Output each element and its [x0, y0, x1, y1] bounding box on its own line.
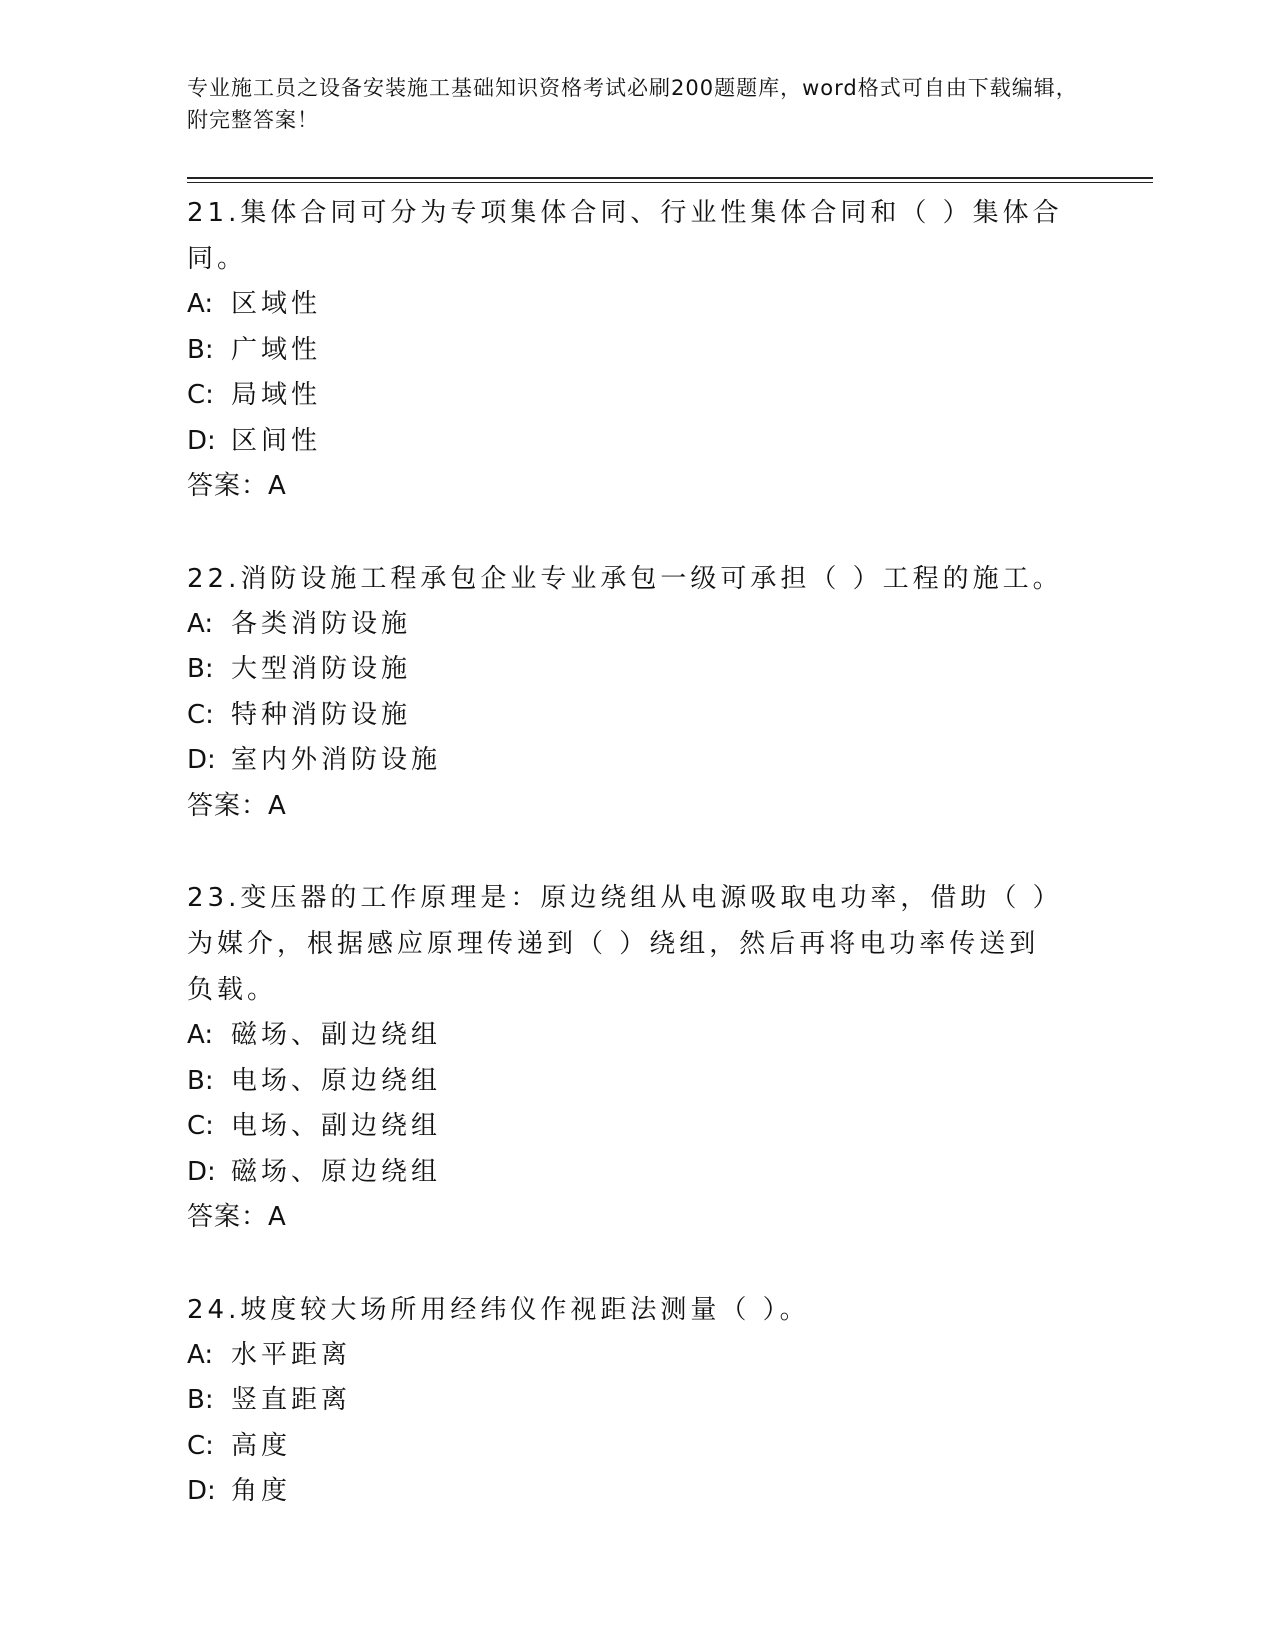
option-a — [187, 602, 1067, 648]
question-number: 23. — [187, 883, 241, 913]
question-list — [187, 190, 1067, 1515]
question-number: 21. — [187, 198, 241, 228]
option-b — [187, 1378, 1067, 1424]
option-key: B: — [187, 334, 214, 365]
question-body: 变压器的工作原理是：原边绕组从电源吸取电功率，借助（ ）为媒介，根据感应原理传递到（ ）绕组，然后再将电功率传送到负载。 — [187, 883, 1063, 1005]
question-text — [187, 875, 1067, 1013]
question-21 — [187, 190, 1067, 510]
option-text: 角度 — [231, 1476, 292, 1506]
question-gap — [187, 510, 1067, 556]
question-22 — [187, 556, 1067, 830]
option-key: A: — [187, 1020, 214, 1050]
option-key: A: — [187, 608, 214, 639]
option-c — [187, 693, 1067, 739]
option-text: 电场、副边绕组 — [231, 1111, 442, 1141]
option-c — [187, 1424, 1067, 1470]
option-d — [187, 1469, 1067, 1515]
question-text — [187, 1287, 1067, 1333]
option-text: 高度 — [231, 1430, 292, 1461]
question-text — [187, 556, 1067, 602]
option-text: 局域性 — [231, 380, 322, 410]
option-text: 磁场、原边绕组 — [231, 1156, 442, 1187]
option-key: C: — [187, 1111, 214, 1141]
option-text: 磁场、副边绕组 — [231, 1020, 442, 1050]
option-text: 特种消防设施 — [231, 699, 412, 730]
option-key: B: — [187, 1385, 214, 1415]
question-24 — [187, 1287, 1067, 1515]
question-gap — [187, 829, 1067, 875]
header-divider-thin — [187, 182, 1153, 183]
question-gap — [187, 1241, 1067, 1287]
option-c — [187, 1104, 1067, 1150]
option-b — [187, 328, 1067, 374]
option-key: A: — [187, 289, 214, 319]
option-a — [187, 1333, 1067, 1379]
option-text: 室内外消防设施 — [231, 745, 442, 775]
question-body: 坡度较大场所用经纬仪作视距法测量（ ）。 — [240, 1294, 810, 1325]
question-number: 22. — [187, 563, 241, 594]
answer-line: 答案：A — [187, 790, 287, 821]
question-number: 24. — [187, 1294, 241, 1325]
document-header: 专业施工员之设备安装施工基础知识资格考试必刷200题题库，word格式可自由下载编辑，附完整答案！ — [187, 76, 1078, 132]
answer-line: 答案：A — [187, 471, 287, 501]
option-key: C: — [187, 699, 214, 730]
option-key: D: — [187, 1156, 216, 1187]
option-text: 电场、原边绕组 — [231, 1065, 442, 1096]
option-d — [187, 419, 1067, 465]
option-a — [187, 282, 1067, 328]
option-d — [187, 738, 1067, 784]
option-d — [187, 1150, 1067, 1196]
option-text: 水平距离 — [231, 1339, 352, 1370]
option-text: 竖直距离 — [231, 1385, 352, 1415]
option-key: C: — [187, 1430, 214, 1461]
option-key: B: — [187, 654, 214, 684]
question-23 — [187, 875, 1067, 1241]
option-a — [187, 1013, 1067, 1059]
option-key: D: — [187, 745, 216, 775]
option-text: 区间性 — [231, 425, 322, 456]
option-b — [187, 1059, 1067, 1105]
option-b — [187, 647, 1067, 693]
option-key: C: — [187, 380, 214, 410]
option-key: D: — [187, 425, 216, 456]
answer-line: 答案：A — [187, 1202, 287, 1232]
option-key: D: — [187, 1476, 216, 1506]
option-text: 区域性 — [231, 289, 322, 319]
option-text: 各类消防设施 — [231, 608, 412, 639]
question-body: 集体合同可分为专项集体合同、行业性集体合同和（ ）集体合同。 — [187, 198, 1063, 274]
option-text: 大型消防设施 — [231, 654, 412, 684]
question-body: 消防设施工程承包企业专业承包一级可承担（ ）工程的施工。 — [240, 563, 1063, 594]
option-text: 广域性 — [231, 334, 322, 365]
header-divider — [187, 177, 1153, 179]
option-key: B: — [187, 1065, 214, 1096]
option-key: A: — [187, 1339, 214, 1370]
option-c — [187, 373, 1067, 419]
question-text — [187, 190, 1067, 282]
